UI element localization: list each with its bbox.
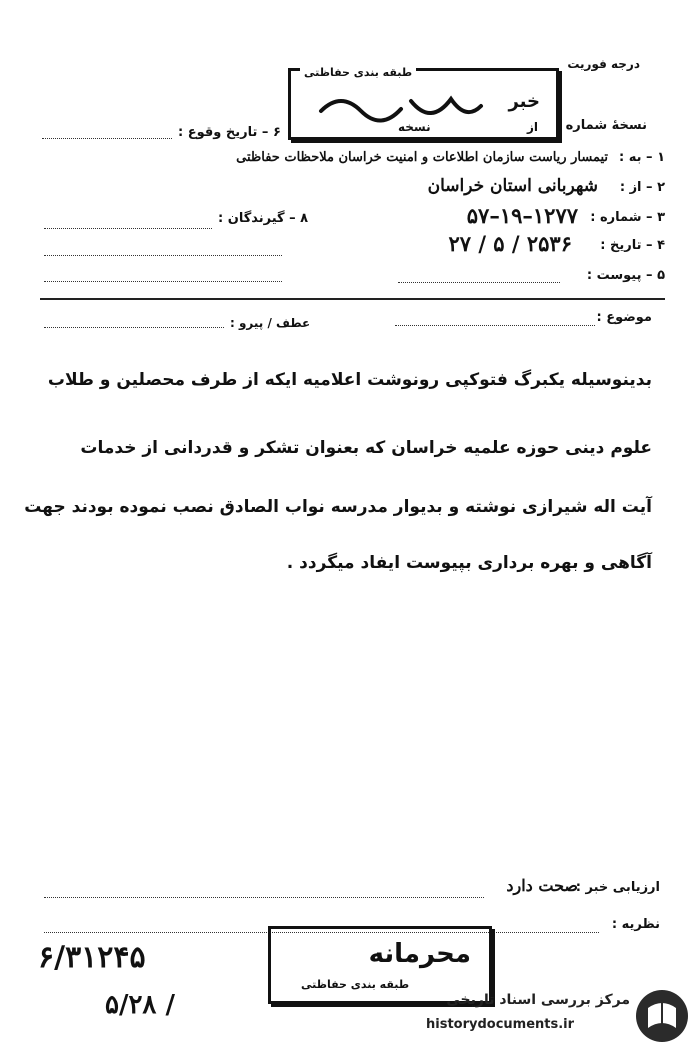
recipients-line-3 [44, 281, 282, 282]
evaluation-label: ارزیابی خبر : [575, 880, 660, 895]
reference-label: عطف / پیرو : [230, 316, 311, 330]
body-line-1: بدینوسیله یکبرگ فتوکپی رونوشت اعلامیه ایکه از طرف محصلین و طلاب [47, 370, 652, 390]
recipients-line-1 [44, 228, 212, 229]
attachment-label: ۵ – پیوست : [586, 268, 665, 283]
archive-logo-icon [634, 988, 690, 1044]
copy-number-label: نسخهٔ شماره [565, 118, 647, 133]
body-line-4: آگاهی و بهره برداری بپیوست ایفاد میگردد . [286, 553, 652, 573]
to-value: تیمسار ریاست سازمان اطلاعات و امنیت خراسان ملاحظات حفاظتی [236, 150, 608, 165]
stamp-top-text: خبر [508, 91, 540, 112]
subject-line [395, 325, 595, 326]
occurrence-date-line [42, 138, 172, 139]
recipients-line-2 [44, 255, 282, 256]
opinion-label: نظریه : [611, 917, 660, 932]
number-value: ۵۷–۱۹–۱۲۷۷ [466, 203, 578, 228]
watermark-url: historydocuments.ir [426, 1017, 575, 1032]
classification-bottom: طبقه بندی حفاظتی [301, 978, 410, 991]
section-divider [40, 298, 665, 300]
to-label: ۱ – به : [619, 150, 665, 165]
copy-word: نسخه [398, 120, 431, 134]
watermark-org-name: مرکز بررسی اسناد تاریخی [446, 992, 630, 1008]
from-value: شهربانی استان خراسان [427, 176, 598, 196]
evaluation-value: صحت دارد [506, 876, 578, 895]
occurrence-date-label: ۶ – تاریخ وقوع : [178, 125, 281, 140]
priority-label: درجه فوریت [567, 57, 640, 71]
date-value: ۲۷ / ۵ / ۲۵۳۶ [448, 231, 572, 256]
body-line-2: علوم دینی حوزه علمیه خراسان که بعنوان تشکر و قدردانی از خدمات [80, 438, 652, 458]
recipients-label: ۸ – گیرندگان : [218, 211, 309, 226]
classification-top: طبقه بندی حفاظتی [300, 66, 416, 79]
handwritten-ref: ۵/۲۸ / [105, 990, 175, 1020]
attachment-line [398, 282, 560, 283]
copy-from: از [527, 120, 539, 134]
reference-line [44, 327, 224, 328]
date-label: ۴ – تاریخ : [600, 238, 665, 253]
stamp-bottom-text: محرمانه [368, 939, 471, 969]
handwritten-number: ۶/۳۱۲۴۵ [38, 940, 146, 975]
from-label: ۲ – از : [619, 180, 665, 195]
number-label: ۳ – شماره : [590, 210, 665, 225]
body-line-3: آیت اله شیرازی نوشته و بدیوار مدرسه نواب الصادق نصب نموده بودند جهت [24, 497, 652, 517]
evaluation-line [44, 897, 484, 898]
subject-label: موضوع : [596, 310, 652, 325]
